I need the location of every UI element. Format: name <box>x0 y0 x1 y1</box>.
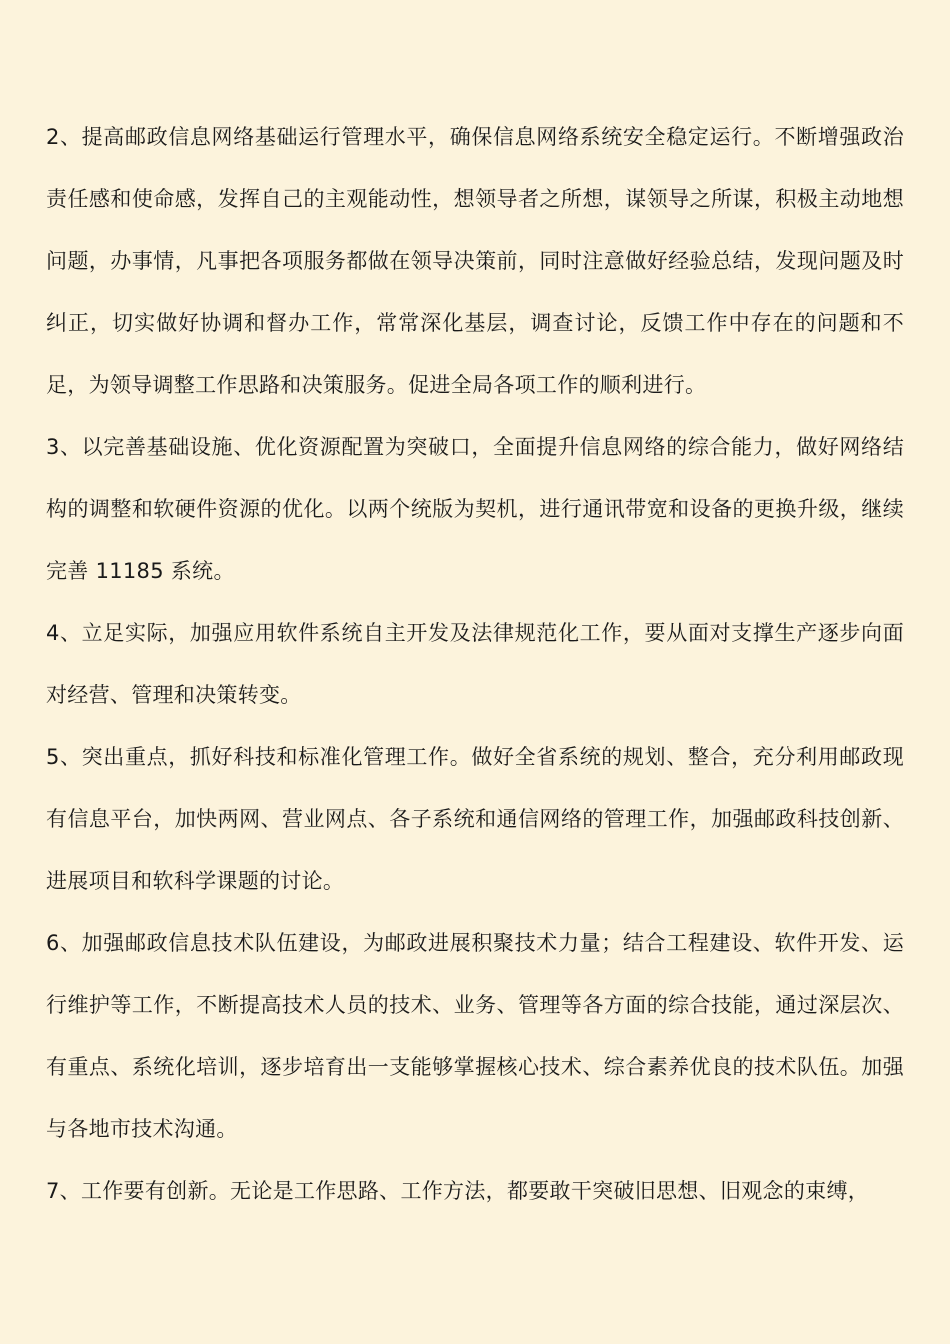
paragraph-item-2: 2、提高邮政信息网络基础运行管理水平，确保信息网络系统安全稳定运行。不断增强政治责任感和使命感，发挥自己的主观能动性，想领导者之所想，谋领导之所谋，积极主动地想问题，办事情，凡事把各项服务都做在领导决策前，同时注意做好经验总结，发现问题及时纠正，切实做好协调和督办工作，常常深化基层，调查讨论，反馈工作中存在的问题和不足，为领导调整工作思路和决策服务。促进全局各项工作的顺利进行。 <box>46 125 904 397</box>
paragraph-item-4: 4、立足实际，加强应用软件系统自主开发及法律规范化工作，要从面对支撑生产逐步向面对经营、管理和决策转变。 <box>46 621 904 707</box>
paragraph-item-6: 6、加强邮政信息技术队伍建设，为邮政进展积聚技术力量；结合工程建设、软件开发、运行维护等工作，不断提高技术人员的技术、业务、管理等各方面的综合技能，通过深层次、有重点、系统化培训，逐步培育出一支能够掌握核心技术、综合素养优良的技术队伍。加强与各地市技术沟通。 <box>46 931 904 1141</box>
paragraph-item-5: 5、突出重点，抓好科技和标准化管理工作。做好全省系统的规划、整合，充分利用邮政现有信息平台，加快两网、营业网点、各子系统和通信网络的管理工作，加强邮政科技创新、进展项目和软科学课题的讨论。 <box>46 745 904 893</box>
paragraph-item-7: 7、工作要有创新。无论是工作思路、工作方法，都要敢干突破旧思想、旧观念的束缚， <box>46 1179 870 1203</box>
document-body <box>46 106 904 1222</box>
paragraph-item-3: 3、以完善基础设施、优化资源配置为突破口，全面提升信息网络的综合能力，做好网络结构的调整和软硬件资源的优化。以两个统版为契机，进行通讯带宽和设备的更换升级，继续完善 11185 系统。 <box>46 435 904 583</box>
